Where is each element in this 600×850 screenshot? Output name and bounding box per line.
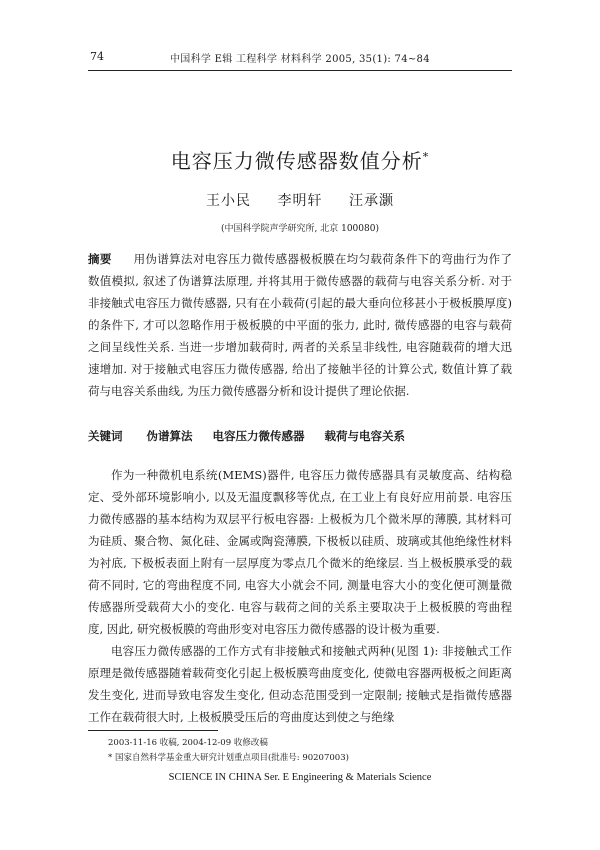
abstract-text: 用伪谱算法对电容压力微传感器极板膜在均匀载荷条件下的弯曲行为作了数值模拟, 叙述了伪谱算法原理, 并将其用于微传感器的载荷与电容关系分析. 对于非接触式电容压力微传感器, 只有在小载荷(引起的最大垂向位移甚小于极板膜厚度)的条件下, 才可以忽略作用于极板膜的中平面的张力, 此时, 微传感器的电容与载荷之间呈线性关系. 当进一步增加载荷时, 两者的关系呈非线性, 电容随载荷的增大迅速增加. 对于接触式电容压力微传感器, 给出了接触半径的计算公式, 数值计算了载荷与电容关系曲线, 为压力微传感器分析和设计提供了理论依据. [88,252,513,398]
author-3: 汪承灏 [348,193,394,209]
keyword-1: 伪谱算法 [146,429,193,443]
body-paragraph-2: 电容压力微传感器的工作方式有非接触式和接触式两种(见图 1): 非接触式工作原理是微传感器随着载荷变化引起上极板膜弯曲度变化, 使微电容器两极板之间距离发生变化, 进而导致电容发生变化, 但动态范围受到一定限制; 接触式是指微传感器工作在载荷很大时, 上极板膜受压后的弯曲度达到使之与绝缘 [88,644,512,724]
page-number: 74 [90,50,104,63]
abstract-label: 摘要 [88,252,112,266]
footnote-funding: * 国家自然科学基金重大研究计划重点项目(批准号: 90207003) [108,753,349,763]
affiliation: (中国科学院声学研究所, 北京 100080) [221,224,379,234]
article-title [0,145,600,174]
running-head: 中国科学 E辑 工程科学 材料科学 2005, 35(1): 74~84 [170,54,430,65]
author-list [0,190,600,210]
keyword-2: 电容压力微传感器 [212,429,305,443]
title-footnote-mark: * [422,150,430,164]
footnote-received: 2003-11-16 收稿, 2004-12-09 收修改稿 [108,738,268,748]
body-text [88,464,512,728]
keywords [88,428,512,444]
title-text: 电容压力微传感器数值分析 [170,149,423,173]
keyword-3: 载荷与电容关系 [324,429,406,443]
abstract [88,248,512,402]
header-rule [88,70,512,71]
keywords-label: 关键词 [88,429,123,443]
footnotes [108,736,512,766]
author-2: 李明轩 [277,193,323,209]
footnote-rule [88,730,218,731]
body-paragraph-1: 作为一种微机电系统(MEMS)器件, 电容压力微传感器具有灵敏度高、结构稳定、受外部环境影响小, 以及无温度飘移等优点, 在工业上有良好应用前景. 电容压力微传感器的基本结构为双层平行板电容器: 上极板为几个微米厚的薄膜, 其材料可为硅质、聚合物、氮化硅、金属或陶瓷薄膜, 下极板以硅质、玻璃或其他绝缘性材料为衬底, 下极板表面上附有一层厚度为零点几个微米的绝缘层. 当上极板膜承受的载荷不同时, 它的弯曲程度不同, 电容大小就会不同, 测量电容大小的变化便可测量微传感器所受载荷大小的变化. 电容与载荷之间的关系主要取决于上极板膜的弯曲程度, 因此, 研究极板膜的弯曲形变对电容压力微传感器的设计极为重要. [88,468,512,636]
author-1: 王小民 [206,193,252,209]
journal-footer: SCIENCE IN CHINA Ser. E Engineering & Materials Science [168,772,432,783]
